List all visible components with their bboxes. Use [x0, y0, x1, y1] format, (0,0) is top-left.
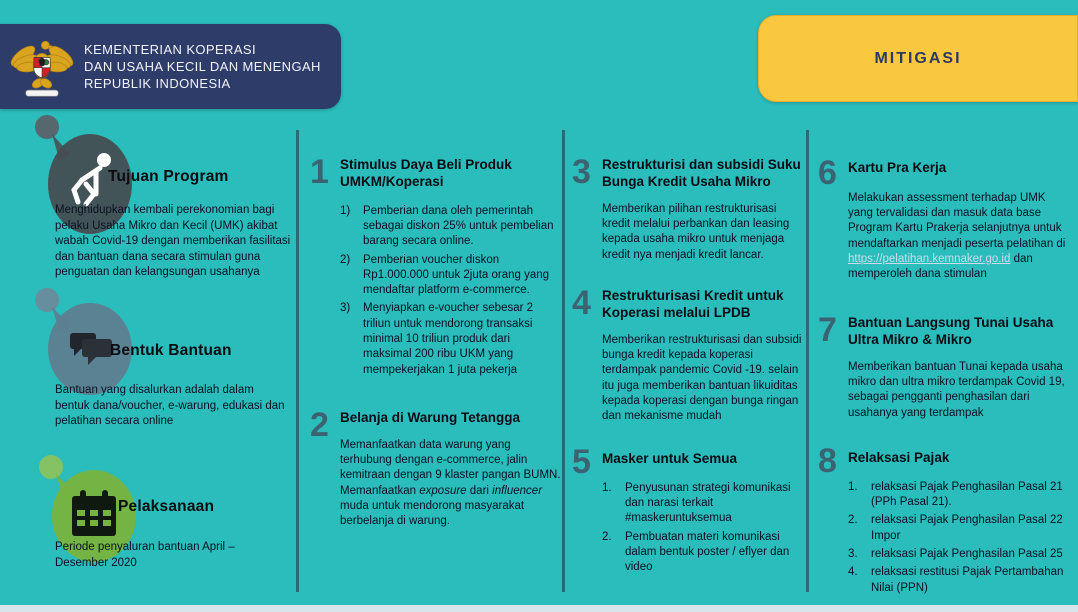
program-6-title: Kartu Pra Kerja [848, 160, 947, 175]
banner-title: MITIGASI [874, 49, 962, 67]
program-1 [310, 153, 560, 381]
column-divider-1 [296, 130, 299, 592]
paragraph-part: Memanfaatkan [340, 484, 420, 497]
section-body-pelaksanaan: Periode penyaluran bantuan April – Desember 2020 [55, 541, 235, 569]
ministry-line-1: KEMENTERIAN KOPERASI [84, 42, 256, 57]
program-5-list [602, 481, 806, 576]
garuda-pancasila-icon [8, 30, 76, 104]
paragraph-part: muda untuk mendorong masyarakat berbelanja di warung. [340, 500, 525, 528]
italic-term: influencer [492, 484, 543, 497]
program-1-number: 1 [310, 153, 329, 191]
program-6-number: 6 [818, 154, 837, 192]
list-item: relaksasi Pajak Penghasilan Pasal 25 [871, 548, 1063, 560]
ministry-header [0, 24, 341, 109]
program-5-number: 5 [572, 443, 591, 481]
column-divider-3 [806, 130, 809, 592]
list-item: Penyusunan strategi komunikasi dan narasi terkait #maskeruntuksemua [625, 481, 791, 525]
paragraph: Memanfaatkan data warung yang terhubung dengan e-commerce, jalin kemitraan dengan 9 klaster pangan BUMN. [340, 438, 561, 482]
program-5-title: Masker untuk Semua [602, 451, 738, 466]
list-item: relaksasi Pajak Penghasilan Pasal 21 (PPh Pasal 21). [871, 480, 1063, 509]
program-1-list [340, 204, 560, 378]
program-2-title: Belanja di Warung Tetangga [340, 410, 521, 425]
program-5 [572, 443, 806, 579]
program-2-body [340, 438, 562, 530]
program-3-title: Restrukturisi dan subsidi Suku Bunga Kredit Usaha Mikro [602, 157, 801, 189]
program-4-title: Restrukturisasi Kredit untuk Koperasi melalui LPDB [602, 288, 784, 320]
program-8-title: Relaksasi Pajak [848, 450, 950, 465]
program-4 [572, 284, 806, 424]
program-7 [818, 311, 1072, 421]
list-item: Pemberian dana oleh pemerintah sebagai diskon 25% untuk pembelian barang secara online. [363, 204, 554, 248]
list-item: relaksasi restitusi Pajak Pertambahan Nilai (PPN) [871, 566, 1064, 594]
section-title-tujuan-program: Tujuan Program [108, 168, 229, 185]
list-item: Pemberian voucher diskon Rp1.000.000 untuk 2juta orang yang mendaftar platform e-commerce. [363, 253, 550, 297]
program-4-number: 4 [572, 284, 591, 322]
program-8 [818, 442, 1074, 599]
program-3-number: 3 [572, 153, 591, 191]
section-title-pelaksanaan: Pelaksanaan [118, 498, 215, 515]
list-item: Pembuatan materi komunikasi dalam bentuk poster / eflyer dan video [625, 530, 790, 574]
program-2-number: 2 [310, 406, 329, 444]
program-7-title: Bantuan Langsung Tunai Usaha Ultra Mikro & Mikro [848, 315, 1054, 347]
paragraph-part: Melakukan assessment terhadap UMK yang tervalidasi dan masuk data base Program Kartu Prakerja selanjutnya untuk mendaftarkan menjadi peserta pelatihan di [848, 191, 1066, 250]
section-title-bentuk-bantuan: Bentuk Bantuan [110, 342, 232, 359]
chat-bubbles-icon [30, 285, 134, 397]
program-6 [818, 154, 1072, 283]
program-3 [572, 153, 806, 263]
bottom-strip [0, 605, 1078, 612]
program-7-body: Memberikan bantuan Tunai kepada usaha mikro dan ultra mikro terdampak Covid 19, sebagai pengganti penghasilan dari usahanya yang terdampak [848, 360, 1065, 419]
ministry-line-3: REPUBLIK INDONESIA [84, 76, 231, 91]
paragraph-part: dari [466, 484, 493, 497]
program-1-title: Stimulus Daya Beli Produk UMKM/Koperasi [340, 157, 512, 189]
paragraph-part: dan memperoleh dana stimulan [848, 253, 1033, 281]
program-4-body: Memberikan restrukturisasi dan subsidi bunga kredit kepada koperasi terdampak pandemic Covid -19. selain itu juga memberikan bantuan likuiditas kepada koperasi dengan bunga ringan dan mekanisme mudah [602, 333, 802, 423]
mitigasi-banner [758, 15, 1078, 102]
italic-term: exposure [419, 484, 467, 497]
program-3-body: Memberikan pilihan restrukturisasi kredit melalui perbankan dan leasing kepada usaha mikro untuk menjaga kredit nya menjadi kredit lancar. [602, 202, 790, 261]
list-item: Menyiapkan e-voucher sebesar 2 triliun untuk mendorong transaksi minimal 10 triliun produk dari maksimal 200 ribu UKM yang mempekerjakan 1 juta pekerja [363, 302, 534, 376]
column-divider-2 [562, 130, 565, 592]
program-8-number: 8 [818, 442, 837, 480]
section-body-tujuan-program: Menghidupkan kembali perekonomian bagi pelaku Usaha Mikro dan Kecil (UMK) akibat wabah Covid-19 dengan memberikan fasilitasi dan bantuan dana secara stimulan guna penguatan dan kelangsungan usahanya [55, 204, 291, 279]
section-body-bentuk-bantuan: Bantuan yang disalurkan adalah dalam bentuk dana/voucher, e-warung, edukasi dan pelatihan secara online [55, 384, 285, 428]
program-2 [310, 406, 562, 530]
list-item: relaksasi Pajak Penghasilan Pasal 22 Impor [871, 514, 1063, 542]
program-8-list [848, 480, 1074, 596]
program-7-number: 7 [818, 311, 837, 349]
ministry-line-2: DAN USAHA KECIL DAN MENENGAH [84, 59, 321, 74]
ministry-name [84, 41, 321, 92]
pelatihan-kemnaker-link[interactable]: https://pelatihan.kemnaker.go.id [848, 253, 1011, 265]
program-6-body [848, 191, 1072, 283]
